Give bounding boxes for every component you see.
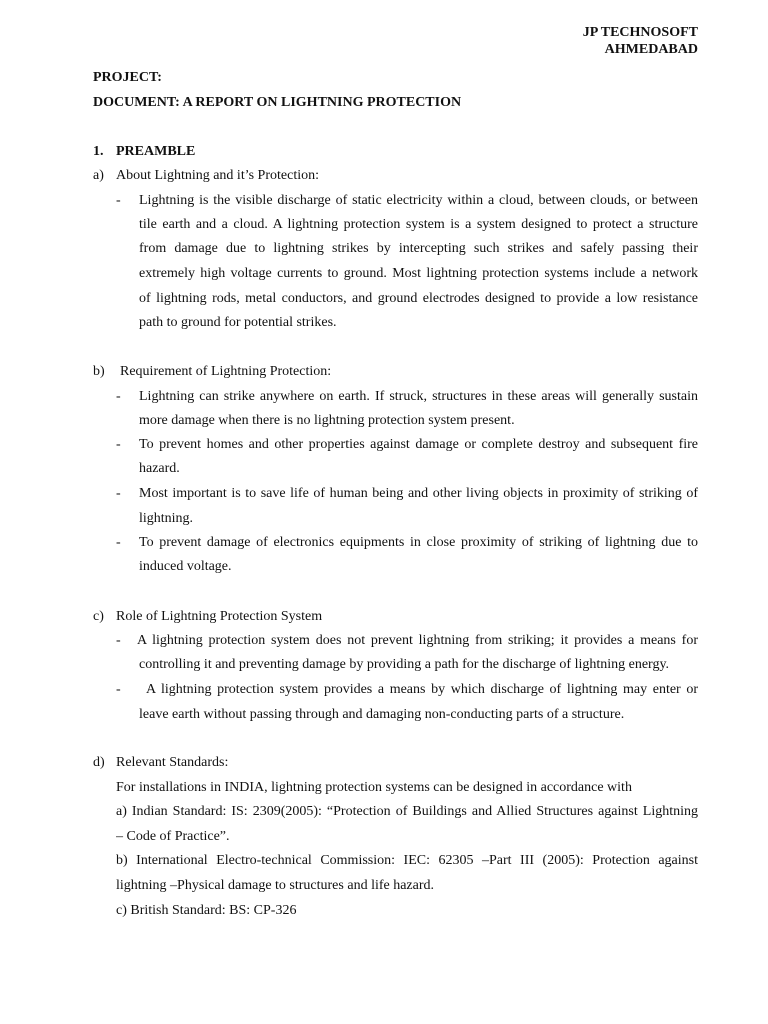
bullet-dash: - — [116, 389, 121, 404]
standards-intro: For installations in INDIA, lightning protection systems can be designed in accordance with — [116, 780, 632, 795]
bullet-line: Most important is to save life of human being and other living objects in proximity of striking of — [139, 486, 698, 501]
bullet-line: Lightning can strike anywhere on earth. If struck, structures in these areas will generally sustain — [139, 389, 698, 404]
standard-item: – Code of Practice”. — [116, 829, 230, 844]
bullet-line: To prevent homes and other properties against damage or complete destroy and subsequent fire — [139, 437, 698, 452]
document-title: DOCUMENT: A REPORT ON LIGHTNING PROTECTION — [93, 95, 462, 110]
subsection-d-label: d) — [93, 755, 105, 770]
subsection-b-label: b) — [93, 364, 105, 379]
subsection-b-heading: Requirement of Lightning Protection: — [120, 364, 332, 379]
paragraph-line: Lightning is the visible discharge of static electricity within a cloud, between clouds, or between — [139, 193, 698, 208]
paragraph-line: tile earth and a cloud. A lightning protection system is a system designed to protect a structure — [139, 217, 698, 232]
bullet-dash: - — [116, 535, 121, 550]
bullet-dash: - — [116, 682, 121, 697]
paragraph-line: from damage due to lightning strikes by intercepting such strikes and safely passing their — [139, 241, 698, 256]
standard-item: a) Indian Standard: IS: 2309(2005): “Protection of Buildings and Allied Structures against Lightning — [116, 804, 698, 819]
bullet-line: hazard. — [139, 461, 180, 476]
bullet-line: To prevent damage of electronics equipments in close proximity of striking of lightning due to — [139, 535, 698, 550]
section-number: 1. — [93, 144, 104, 159]
bullet-dash: - — [116, 437, 121, 452]
paragraph-line: extremely high voltage currents to ground. Most lightning protection systems include a network — [139, 266, 698, 281]
bullet-line: A lightning protection system does not prevent lightning from striking; it provides a means for — [137, 633, 698, 648]
company-name: JP TECHNOSOFT — [582, 25, 698, 40]
bullet-dash: - — [116, 486, 121, 501]
bullet-dash: - — [116, 193, 121, 208]
bullet-dash: - — [116, 633, 121, 648]
section-title: PREAMBLE — [116, 144, 196, 159]
bullet-line: leave earth without passing through and damaging non-conducting parts of a structure. — [139, 707, 625, 722]
project-label: PROJECT: — [93, 70, 162, 85]
letterhead — [583, 24, 698, 58]
standard-item: lightning –Physical damage to structures and life hazard. — [116, 878, 435, 893]
bullet-line: A lightning protection system provides a means by which discharge of lightning may enter or — [146, 682, 698, 697]
bullet-line: controlling it and preventing damage by providing a path for the discharge of lightning energy. — [139, 657, 670, 672]
bullet-line: lightning. — [139, 511, 194, 526]
subsection-d-heading: Relevant Standards: — [116, 755, 229, 770]
standard-item: b) International Electro-technical Commission: IEC: 62305 –Part III (2005): Protection against — [116, 853, 698, 868]
subsection-c-label: c) — [93, 609, 104, 624]
paragraph-line: path to ground for potential strikes. — [139, 315, 337, 330]
bullet-line: more damage when there is no lightning protection system present. — [139, 413, 515, 428]
subsection-a-heading: About Lightning and it’s Protection: — [116, 168, 319, 183]
paragraph-line: of lightning rods, metal conductors, and ground electrodes designed to provide a low resistance — [139, 291, 698, 306]
standard-item: c) British Standard: BS: CP-326 — [116, 903, 297, 918]
subsection-a-label: a) — [93, 168, 104, 183]
company-city: AHMEDABAD — [604, 42, 698, 57]
bullet-line: induced voltage. — [139, 559, 232, 574]
subsection-c-heading: Role of Lightning Protection System — [116, 609, 323, 624]
